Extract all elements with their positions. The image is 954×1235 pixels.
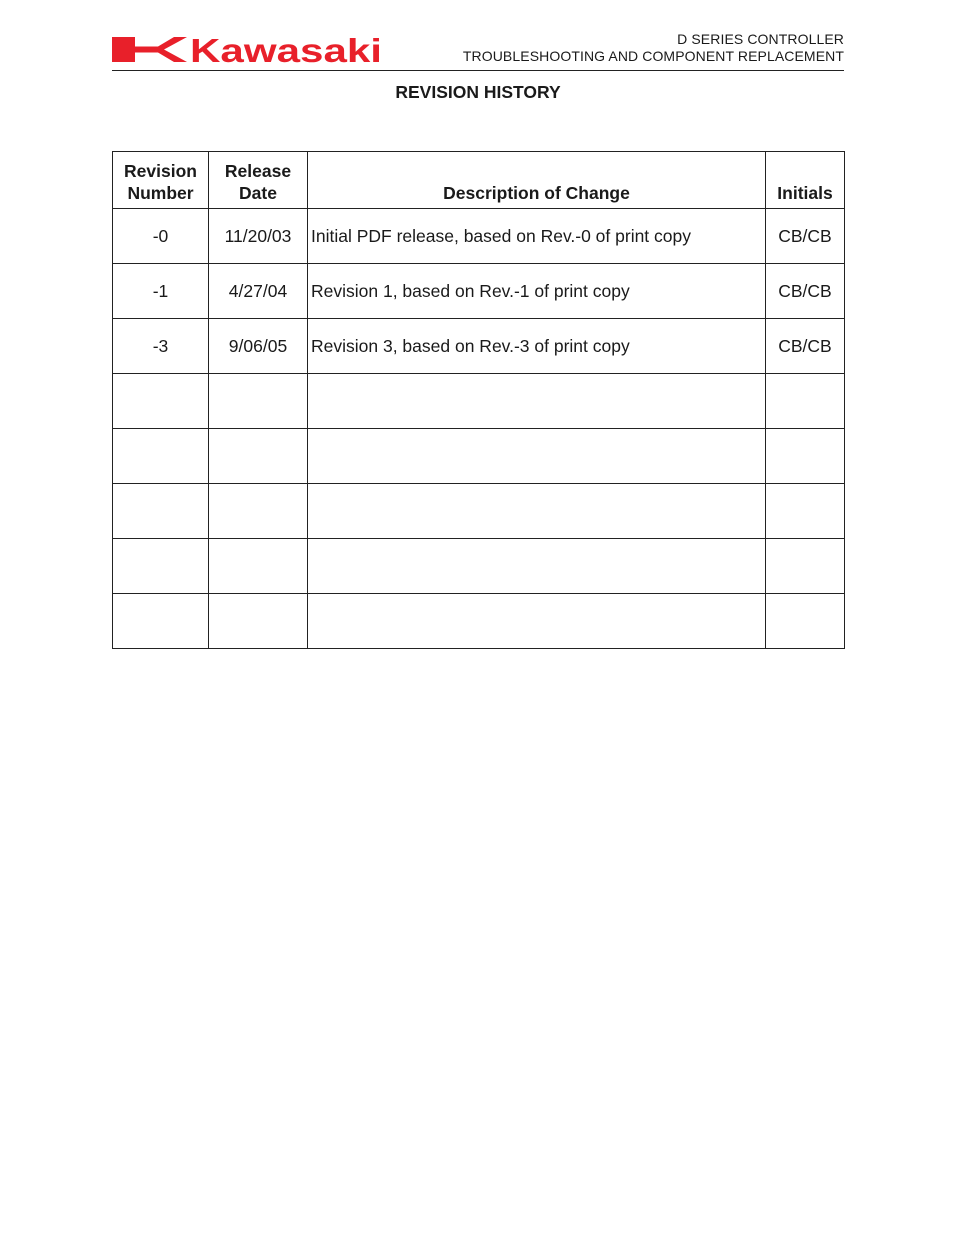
table-header-row [113,152,845,209]
release-date-cell [209,539,308,594]
initials-cell: CB/CB [766,319,845,374]
description-cell: Initial PDF release, based on Rev.-0 of print copy [308,209,766,264]
initials-cell [766,429,845,484]
revision-number-cell [113,594,209,649]
column-header-description: Description of Change [308,152,766,209]
revision-number-cell: -1 [113,264,209,319]
revision-number-cell [113,484,209,539]
header-line-2: TROUBLESHOOTING AND COMPONENT REPLACEMENT [462,48,844,64]
description-cell: Revision 1, based on Rev.-1 of print copy [308,264,766,319]
revision-number-cell [113,429,209,484]
header-line-1: D SERIES CONTROLLER [677,31,844,47]
kawasaki-logo [112,34,384,64]
revision-number-cell: -0 [113,209,209,264]
initials-cell [766,484,845,539]
table-row [113,539,845,594]
description-cell [308,539,766,594]
release-date-cell: 4/27/04 [209,264,308,319]
page-title: REVISION HISTORY [395,82,561,102]
description-cell [308,374,766,429]
release-date-cell [209,374,308,429]
description-cell [308,594,766,649]
release-date-cell [209,594,308,649]
kawasaki-logo-graphic [112,34,384,64]
release-date-cell: 11/20/03 [209,209,308,264]
description-cell [308,484,766,539]
revision-number-cell: -3 [113,319,209,374]
table-row [113,429,845,484]
kawasaki-wordmark: Kawasaki [190,34,382,64]
release-date-cell [209,484,308,539]
initials-cell: CB/CB [766,264,845,319]
table-row [113,319,845,374]
table-row [113,594,845,649]
revision-number-cell [113,374,209,429]
header-divider [112,70,844,71]
description-cell [308,429,766,484]
revision-number-cell [113,539,209,594]
release-date-cell: 9/06/05 [209,319,308,374]
column-header-release-date: Release Date [209,152,308,209]
release-date-cell [209,429,308,484]
initials-cell: CB/CB [766,209,845,264]
table-row [113,264,845,319]
table-row [113,374,845,429]
column-header-revision-number: Revision Number [113,152,209,209]
table-row [113,484,845,539]
document-header [463,31,844,65]
table-row [113,209,845,264]
initials-cell [766,374,845,429]
revision-history-table [112,151,845,649]
column-header-initials: Initials [766,152,845,209]
initials-cell [766,539,845,594]
initials-cell [766,594,845,649]
description-cell: Revision 3, based on Rev.-3 of print copy [308,319,766,374]
